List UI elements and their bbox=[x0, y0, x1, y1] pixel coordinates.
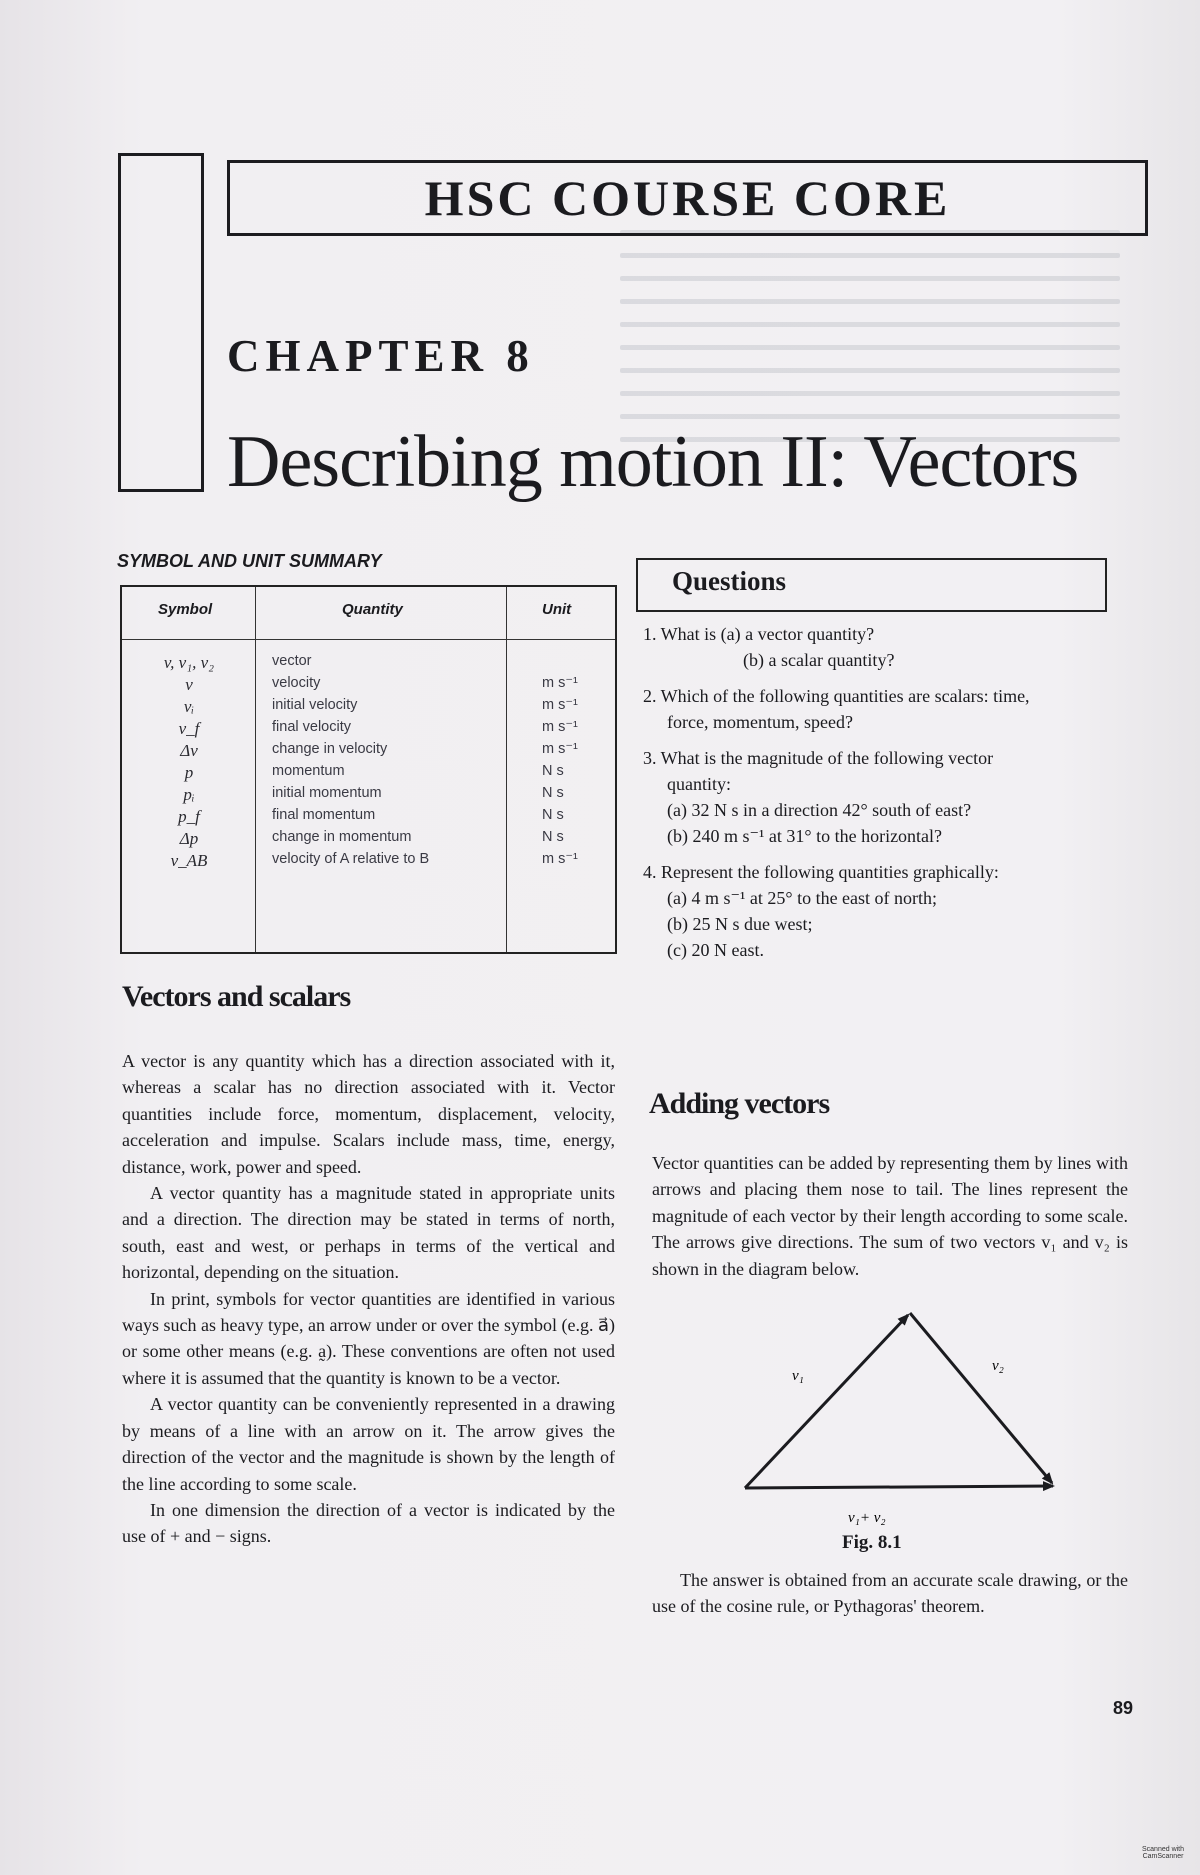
paragraph: In one dimension the direction of a vector is indicated by the use of + and − signs. bbox=[122, 1499, 615, 1547]
table-row: vᵢ initial velocity m s⁻¹ bbox=[183, 697, 578, 716]
question-line: (a) 32 N s in a direction 42° south of east? bbox=[667, 800, 972, 820]
paragraph: A vector quantity can be conveniently represented in a drawing by means of a line with an arrow on it. The arrow gives the direction of the vector and the magnitude is shown by the length of the line according to some scale. bbox=[122, 1394, 615, 1494]
table-row: Δp change in momentum N s bbox=[179, 829, 564, 848]
question-line: 4. Represent the following quantities graphically: bbox=[643, 862, 999, 882]
section-heading-vectors-scalars: Vectors and scalars bbox=[122, 980, 351, 1013]
table-row: Δv change in velocity m s⁻¹ bbox=[180, 741, 578, 760]
table-row: p_f final momentum N s bbox=[178, 807, 564, 826]
vector-v2-arrow bbox=[910, 1313, 1052, 1483]
chapter-number: CHAPTER 8 bbox=[227, 331, 535, 381]
column-header-unit: Unit bbox=[542, 601, 572, 618]
table-row: v velocity m s⁻¹ bbox=[185, 675, 578, 694]
question-line: (c) 20 N east. bbox=[667, 940, 764, 960]
adding-vectors-conclusion bbox=[652, 1567, 1128, 1620]
vector-v1-arrow bbox=[745, 1315, 908, 1488]
paragraph: The answer is obtained from an accurate scale drawing, or the use of the cosine rule, or Pythagoras' theorem. bbox=[652, 1570, 1128, 1617]
paragraph: In print, symbols for vector quantities are identified in various ways such as heavy type, an arrow under or over the symbol (e.g. a⃗) or some other means (e.g. a̰). These conventions are often not used where it is assumed that the quantity is known to be a vector. bbox=[122, 1288, 615, 1388]
question-line: (b) 25 N s due west; bbox=[667, 914, 813, 934]
chapter-title: Describing motion II: Vectors bbox=[227, 421, 1079, 503]
question-line: 3. What is the magnitude of the following vector bbox=[643, 748, 994, 768]
column-header-quantity: Quantity bbox=[342, 601, 403, 618]
paragraph: A vector is any quantity which has a direction associated with it, whereas a scalar has no direction associated with it. Vector quantities include force, momentum, displacement, velocity, acceleration and impulse. Scalars include mass, time, energy, distance, work, power and speed. bbox=[122, 1051, 615, 1177]
table-row: v_AB velocity of A relative to B m s⁻¹ bbox=[170, 851, 578, 870]
vector-addition-diagram bbox=[730, 1300, 1070, 1530]
course-banner bbox=[227, 160, 1148, 236]
question-line: quantity: bbox=[667, 774, 731, 794]
table-row: pᵢ initial momentum N s bbox=[183, 785, 564, 804]
chapter-side-box bbox=[118, 153, 204, 492]
symbol-unit-table bbox=[120, 585, 617, 954]
table-row: v, v₁, v₂ vector bbox=[163, 653, 312, 672]
question-line: force, momentum, speed? bbox=[667, 712, 853, 732]
question-line: (b) a scalar quantity? bbox=[743, 650, 895, 670]
questions-title: Questions bbox=[672, 566, 787, 596]
question-line: (b) 240 m s⁻¹ at 31° to the horizontal? bbox=[667, 826, 943, 846]
table-row: p momentum N s bbox=[184, 763, 564, 782]
summary-heading: SYMBOL AND UNIT SUMMARY bbox=[117, 551, 382, 571]
resultant-vector-arrow bbox=[745, 1486, 1053, 1488]
paragraph: A vector quantity has a magnitude stated in appropriate units and a direction. The direction may be stated in terms of north, south, east and west, or perhaps in terms of the vertical and horizontal, depending on the situation. bbox=[122, 1183, 615, 1283]
scanner-stamp: Scanned with CamScanner bbox=[1141, 1846, 1185, 1860]
table-row: v_f final velocity m s⁻¹ bbox=[178, 719, 578, 738]
v1-label: v₁ bbox=[792, 1368, 804, 1384]
course-title: HSC COURSE CORE bbox=[424, 170, 951, 226]
figure-caption: Fig. 8.1 bbox=[842, 1532, 902, 1553]
column-header-symbol: Symbol bbox=[158, 601, 213, 618]
question-line: (a) 4 m s⁻¹ at 25° to the east of north; bbox=[667, 888, 938, 908]
paragraph: Vector quantities can be added by representing them by lines with arrows and placing them nose to tail. The lines represent the magnitude of each vector by their length according to some scale. The arrows give directions. The sum of two vectors v₁ and v₂ is shown in the diagram below. bbox=[652, 1153, 1128, 1279]
page-number: 89 bbox=[1113, 1698, 1134, 1718]
sum-label: v₁+ v₂ bbox=[848, 1510, 886, 1526]
table-header-divider bbox=[122, 639, 615, 640]
v2-label: v₂ bbox=[992, 1358, 1004, 1374]
section-heading-adding-vectors: Adding vectors bbox=[649, 1087, 830, 1120]
question-line: 1. What is (a) a vector quantity? bbox=[643, 624, 875, 644]
adding-vectors-text bbox=[652, 1150, 1128, 1282]
vectors-scalars-text bbox=[122, 1048, 615, 1550]
question-line: 2. Which of the following quantities are scalars: time, bbox=[643, 686, 1030, 706]
